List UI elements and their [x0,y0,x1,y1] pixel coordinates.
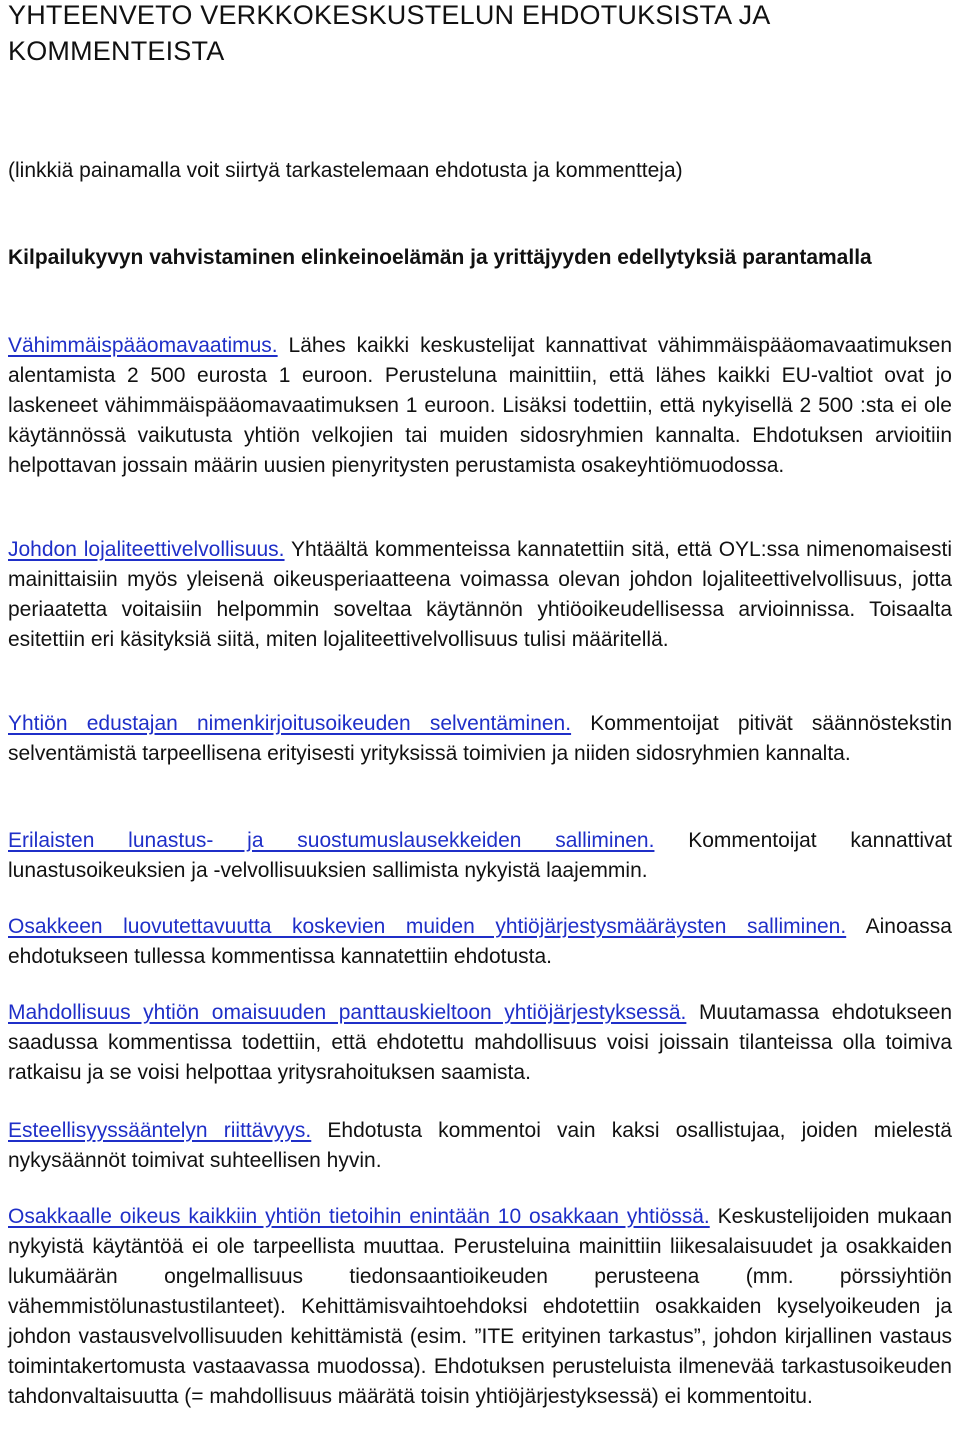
item-text: Kommentoijat kannattivat lunastusoikeuksien ja -velvollisuuksien sallimista nykyistä laajemmin. [8,829,952,882]
item-panttauskielto [8,998,952,1088]
link-luovutettavuus[interactable]: Osakkeen luovutettavuutta koskevien muiden yhtiöjärjestysmääräysten salliminen. [8,915,847,938]
link-tietooikeus[interactable]: Osakkaalle oikeus kaikkiin yhtiön tietoihin enintään 10 osakkaan yhtiössä. [8,1205,710,1228]
item-esteellisyys [8,1116,952,1176]
intro-note: (linkkiä painamalla voit siirtyä tarkastelemaan ehdotusta ja kommentteja) [8,159,683,182]
item-vahimmaispaaomavaatimus [8,331,952,481]
item-text: Keskustelijoiden mukaan nykyistä käytäntöä ei ole tarpeellista muuttaa. Perusteluina mainittiin liikesalaisuudet ja osakkaiden lukumäärän ongelmallisuus tiedonsaantioikeuden perusteena (mm. pörssiyhtiön vähemmistölunastustilanteet). Kehittämisvaihtoehdoksi ehdotettiin osakkaiden kyselyoikeuden ja johdon vastausvelvollisuuden kehittämistä (esim. ”ITE erityinen tarkastus”, johdon kirjallinen vastaus toimintakertomusta vastaavassa muodossa). Ehdotuksen perusteluista ilmenevää tarkastusoikeuden tahdonvaltaisuutta (= mahdollisuus määrätä toisin yhtiöjärjestyksessä) ei kommentoitu. [8,1205,952,1408]
item-text: Ehdotusta kommentoi vain kaksi osallistujaa, joiden mielestä nykysäännöt toimivat suhteellisen hyvin. [8,1119,952,1172]
link-vahimmaispaaomavaatimus[interactable]: Vähimmäispääomavaatimus. [8,334,278,357]
link-nimenkirjoitusoikeus[interactable]: Yhtiön edustajan nimenkirjoitusoikeuden selventäminen. [8,712,572,735]
link-lunastuslausekkeet[interactable]: Erilaisten lunastus- ja suostumuslausekkeiden salliminen. [8,829,655,852]
item-lunastuslausekkeet [8,826,952,886]
item-text: Yhtäältä kommenteissa kannatettiin sitä, että OYL:ssa nimenomaisesti mainittaisiin myös yleisenä oikeusperiaatteena voimassa olevan johdon lojaliteettivelvollisuus, jotta periaatetta voitaisiin helpommin soveltaa käytännön yhtiöoikeudellisessa arvioinnissa. Toisaalta esitettiin eri käsityksiä siitä, miten lojaliteettivelvollisuus tulisi määritellä. [8,538,953,651]
section-heading: Kilpailukyvyn vahvistaminen elinkeinoelämän ja yrittäjyyden edellytyksiä parantamalla [8,246,872,269]
link-panttauskielto[interactable]: Mahdollisuus yhtiön omaisuuden panttauskieltoon yhtiöjärjestyksessä. [8,1001,687,1024]
item-tietooikeus [8,1202,952,1412]
link-esteellisyys[interactable]: Esteellisyyssääntelyn riittävyys. [8,1119,312,1142]
item-text: Ainoassa ehdotukseen tullessa kommentissa kannatettiin ehdotusta. [8,915,952,968]
item-nimenkirjoitusoikeus [8,709,952,769]
item-luovutettavuus [8,912,952,972]
item-text: Lähes kaikki keskustelijat kannattivat vähimmäispääomavaatimuksen alentamista 2 500 eurosta 1 euroon. Perusteluna mainittiin, että lähes kaikki EU-valtiot ovat jo laskeneet vähimmäispääomavaatimuksen 1 euroon. Lisäksi todettiin, että nykyisellä 2 500 :sta ei ole käytännössä vaikutusta yhtiön velkojien tai muiden sidosryhmien kannalta. Ehdotuksen arvioitiin helpottavan jossain määrin uusien pienyritysten perustamista osakeyhtiömuodossa. [8,334,952,477]
item-text: Kommentoijat pitivät säännöstekstin selventämistä tarpeellisena erityisesti yrityksissä toimivien ja niiden sidosryhmien kannalta. [8,712,952,765]
link-lojaliteettivelvollisuus[interactable]: Johdon lojaliteettivelvollisuus. [8,538,285,561]
item-lojaliteettivelvollisuus [8,535,952,655]
item-text: Muutamassa ehdotukseen saadussa kommentissa todettiin, että ehdotettu mahdollisuus voisi joissain tilanteissa olla toimiva ratkaisu ja se voisi helpottaa yritysrahoituksen saamista. [8,1001,953,1084]
document-title: YHTEENVETO VERKKOKESKUSTELUN EHDOTUKSISTA JA KOMMENTEISTA [8,0,769,66]
